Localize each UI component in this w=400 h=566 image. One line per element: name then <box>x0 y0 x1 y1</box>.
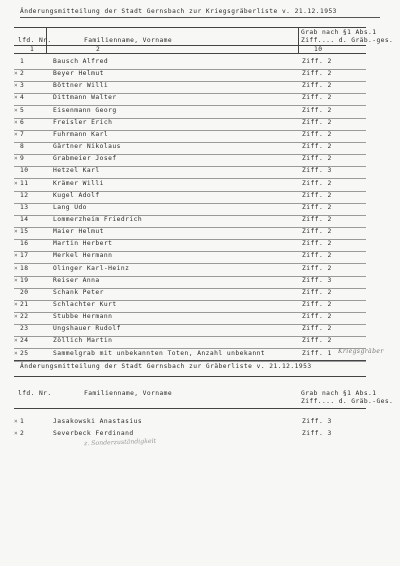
row-name: Lommerzheim Friedrich <box>53 215 143 223</box>
row-ziffer: Ziff. 2 <box>302 143 332 151</box>
row-number: 1 <box>20 58 25 65</box>
table2-header-lfd: lfd. Nr. <box>18 390 52 397</box>
table2-header-grab: Grab nach §1 Abs.1 <box>301 390 377 397</box>
row-number: 19 <box>20 276 29 284</box>
header-text-2: Änderungsmitteilung der Stadt Gernsbach zur Gräberliste v. 21.12.1953 <box>20 363 312 370</box>
table-row <box>0 119 400 129</box>
row-ziffer: Ziff. 2 <box>302 118 332 126</box>
table-row <box>0 155 400 165</box>
table1-header-name: Familienname, Vorname <box>84 37 173 44</box>
row-number: 21 <box>20 301 29 308</box>
tick-mark: × <box>14 313 19 321</box>
tick-mark: × <box>14 264 19 272</box>
table-row <box>0 252 400 262</box>
table1-number-rule <box>14 53 366 54</box>
table2-head-rule <box>14 408 366 409</box>
row-ziffer: Ziff. 2 <box>302 203 332 211</box>
table-row <box>0 289 400 299</box>
row-ziffer: Ziff. 2 <box>302 301 332 308</box>
row-name: Sammelgrab mit unbekannten Toten, Anzahl unbekannt <box>53 349 266 357</box>
row-number: 7 <box>20 130 25 138</box>
row-ziffer: Ziff. 2 <box>302 58 332 65</box>
row-number: 23 <box>20 325 29 333</box>
row-ziffer: Ziff. 2 <box>302 252 332 260</box>
row-name: Lang Udo <box>53 203 87 211</box>
row-name: Schlachter Kurt <box>53 301 117 308</box>
row-number: 20 <box>20 288 29 296</box>
table-row <box>0 58 400 68</box>
row-ziffer: Ziff. 2 <box>302 228 332 236</box>
table1-colnum-3: 10 <box>314 46 323 53</box>
row-name: Zöllich Martin <box>53 337 113 345</box>
tick-mark: × <box>14 349 19 357</box>
table1-header-lfd: lfd. Nr. <box>18 37 52 44</box>
row-number: 15 <box>20 228 29 236</box>
header-underline-1 <box>20 17 380 18</box>
row-name: Gärtner Nikolaus <box>53 143 121 151</box>
row-ziffer: Ziff. 2 <box>302 264 332 272</box>
table-row <box>0 301 400 311</box>
row-name: Fuhrmann Karl <box>53 130 109 138</box>
tick-mark: × <box>14 94 19 102</box>
table-row <box>0 107 400 117</box>
row-number: 11 <box>20 179 29 187</box>
row-name: Grabmeier Josef <box>53 155 117 163</box>
tick-mark: × <box>14 130 19 138</box>
row-ziffer: Ziff. 2 <box>302 94 332 102</box>
row-name: Krämer Willi <box>53 179 104 187</box>
table-row <box>0 313 400 323</box>
table-row <box>0 143 400 153</box>
tick-mark: × <box>14 430 19 437</box>
row-name: Reiser Anna <box>53 276 100 284</box>
table-row <box>0 325 400 335</box>
row-note: Kriegsgräber <box>338 347 384 355</box>
table-row <box>0 180 400 190</box>
row-ziffer: Ziff. 2 <box>302 130 332 138</box>
pencil-annotation: z. Sonderzuständigkeit <box>83 437 157 448</box>
row-ziffer: Ziff. 2 <box>302 106 332 114</box>
row-number: 18 <box>20 264 29 272</box>
tick-mark: × <box>14 82 19 90</box>
row-number: 25 <box>20 349 29 357</box>
row-number: 16 <box>20 240 29 248</box>
row-number: 8 <box>20 143 25 151</box>
row-ziffer: Ziff. 2 <box>302 240 332 248</box>
row-ziffer: Ziff. 2 <box>302 155 332 163</box>
table-row <box>0 337 400 347</box>
row-number: 10 <box>20 167 29 175</box>
row-name: Böttner Willi <box>53 82 109 90</box>
header-title-1 <box>20 8 380 15</box>
row-name: Dittmann Walter <box>53 94 117 102</box>
row-ziffer: Ziff. 3 <box>302 430 332 437</box>
tick-mark: × <box>14 418 19 425</box>
row-name: Hetzel Karl <box>53 167 100 175</box>
tick-mark: × <box>14 228 19 236</box>
row-number: 6 <box>20 118 25 126</box>
table-row <box>0 167 400 177</box>
row-name: Martin Herbert <box>53 240 113 248</box>
row-ziffer: Ziff. 3 <box>302 276 332 284</box>
table2-top-rule <box>14 376 366 377</box>
row-ziffer: Ziff. 2 <box>302 215 332 223</box>
table-row <box>0 228 400 238</box>
row-name: Bausch Alfred <box>53 58 109 65</box>
row-number: 2 <box>20 430 25 437</box>
row-ziffer: Ziff. 2 <box>302 82 332 90</box>
table1-colnum-2: 2 <box>96 46 101 53</box>
header-text-1: Änderungsmitteilung der Stadt Gernsbach zur Kriegsgräberliste v. 21.12.1953 <box>20 8 337 15</box>
table1-col-divider-2 <box>298 27 299 53</box>
table1-colnum-1: 1 <box>30 46 35 53</box>
table-row <box>0 430 400 440</box>
row-name: Jasakowski Anastasius <box>53 418 143 425</box>
tick-mark: × <box>14 106 19 114</box>
row-name: Eisenmann Georg <box>53 106 117 114</box>
table-row <box>0 418 400 428</box>
row-number: 4 <box>20 94 25 102</box>
row-number: 22 <box>20 313 29 321</box>
row-number: 12 <box>20 191 29 199</box>
header-title-2 <box>20 363 380 370</box>
row-number: 1 <box>20 418 25 425</box>
row-number: 9 <box>20 155 25 163</box>
tick-mark: × <box>14 337 19 345</box>
row-number: 17 <box>20 252 29 260</box>
tick-mark: × <box>14 179 19 187</box>
row-ziffer: Ziff. 2 <box>302 179 332 187</box>
row-ziffer: Ziff. 3 <box>302 418 332 425</box>
row-number: 14 <box>20 215 29 223</box>
table-row <box>0 204 400 214</box>
row-name: Olinger Karl-Heinz <box>53 264 130 272</box>
table-row <box>0 70 400 80</box>
table2-header-name: Familienname, Vorname <box>84 390 173 397</box>
row-ziffer: Ziff. 2 <box>302 288 332 296</box>
table1-bottom-rule <box>14 360 366 361</box>
table-row <box>0 192 400 202</box>
row-number: 13 <box>20 203 29 211</box>
row-name: Schank Peter <box>53 288 104 296</box>
row-ziffer: Ziff. 2 <box>302 325 332 333</box>
row-number: 2 <box>20 70 25 78</box>
table1-header-grab: Grab nach §1 Abs.1 <box>301 29 377 36</box>
table2-header-ziff: Ziff.... d. Gräb.-Ges. <box>301 398 394 405</box>
tick-mark: × <box>14 276 19 284</box>
table1-header-ziff: Ziff.... d. Gräb.-ges. <box>301 37 394 44</box>
table-row <box>0 94 400 104</box>
row-name: Stubbe Hermann <box>53 313 113 321</box>
table-row <box>0 131 400 141</box>
tick-mark: × <box>14 252 19 260</box>
tick-mark: × <box>14 301 19 308</box>
row-ziffer: Ziff. 2 <box>302 313 332 321</box>
row-name: Severbeck Ferdinand <box>53 430 134 437</box>
row-name: Maier Helmut <box>53 228 104 236</box>
tick-mark: × <box>14 70 19 78</box>
table-row <box>0 216 400 226</box>
table-row <box>0 240 400 250</box>
row-number: 5 <box>20 106 25 114</box>
row-ziffer: Ziff. 2 <box>302 70 332 78</box>
row-name: Merkel Hermann <box>53 252 113 260</box>
row-name: Kugel Adolf <box>53 191 100 199</box>
row-ziffer: Ziff. 3 <box>302 167 332 175</box>
row-number: 24 <box>20 337 29 345</box>
tick-mark: × <box>14 118 19 126</box>
table1-top-rule <box>14 27 366 28</box>
row-ziffer: Ziff. 1 <box>302 349 332 357</box>
table-row <box>0 277 400 287</box>
row-name: Freisler Erich <box>53 118 113 126</box>
row-ziffer: Ziff. 2 <box>302 191 332 199</box>
row-name: Beyer Helmut <box>53 70 104 78</box>
row-name: Ungshauer Rudolf <box>53 325 121 333</box>
table-row <box>0 265 400 275</box>
tick-mark: × <box>14 155 19 163</box>
row-number: 3 <box>20 82 25 90</box>
table-row <box>0 82 400 92</box>
table-row <box>0 347 400 360</box>
row-ziffer: Ziff. 2 <box>302 337 332 345</box>
